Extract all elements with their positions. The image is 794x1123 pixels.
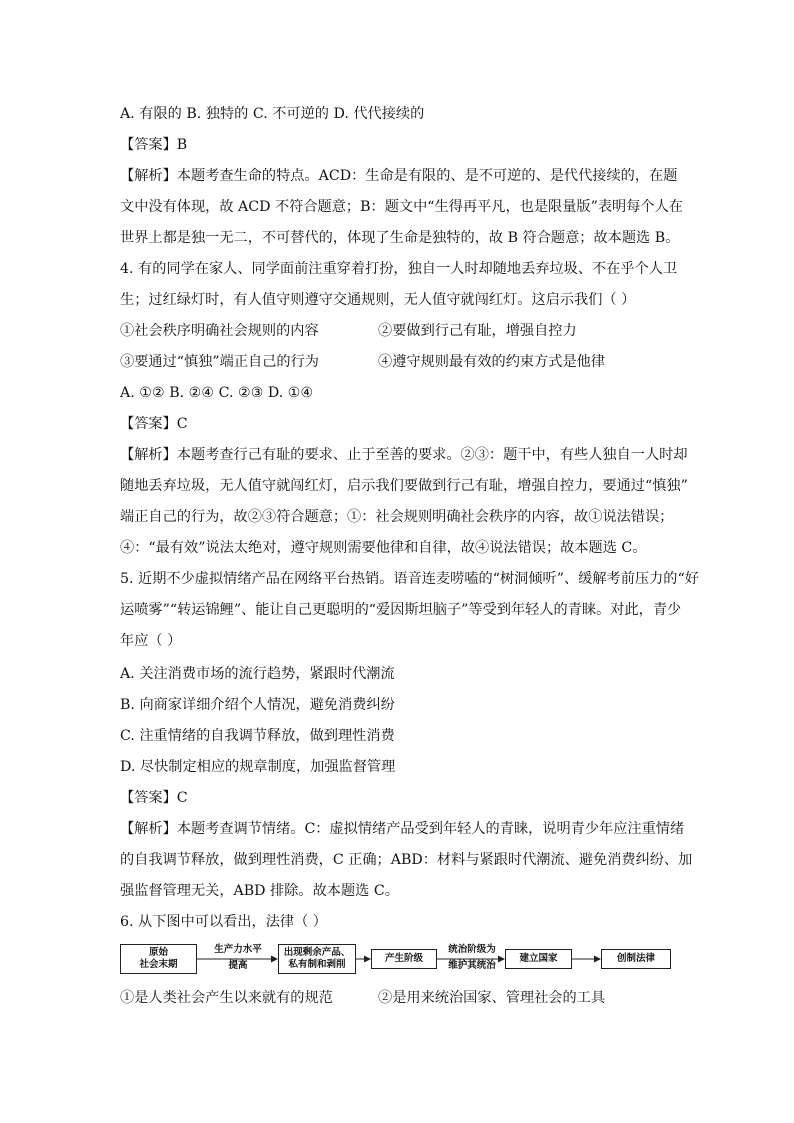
flow-box-primitive-society-line-1: 原始 [148, 947, 168, 958]
q3-options: A. 有限的 B. 独特的 C. 不可逆的 D. 代代接续的 [120, 106, 425, 122]
q3-answer: 【答案】B [120, 137, 188, 153]
q5-analysis-line-2: 的自我调节释放，做到理性消费，C 正确；ABD：材料与紧跟时代潮流、避免消费纠纷、加 [120, 852, 693, 868]
q5-option-a: A. 关注消费市场的流行趋势，紧跟时代潮流 [120, 666, 395, 682]
flow-box-surplus-line-1: 出现剩余产品、 [283, 947, 351, 958]
q4-item-3: ③要通过“慎独”端正自己的行为 [120, 354, 319, 370]
q4-answer: 【答案】C [120, 416, 188, 432]
q4-analysis-line-2: 随地丢弃垃圾，无人值守就闯红灯，启示我们要做到行己有耻，增强自控力，要通过“慎独” [120, 478, 688, 494]
q6-stem: 6. 从下图中可以看出，法律（ ） [120, 914, 327, 930]
q3-analysis-line-3: 世界上都是独一无二，不可替代的，体现了生命是独特的，故 B 符合题意；故本题选 B。 [120, 230, 680, 246]
law-origin-flowchart [120, 944, 672, 980]
flow-box-surplus-line-2: 私有制和剥削 [288, 959, 346, 970]
q5-stem-line-1: 5. 近期不少虚拟情绪产品在网络平台热销。语音连麦唠嗑的“树洞倾听”、缓解考前压力的“好 [120, 571, 699, 587]
q5-option-c: C. 注重情绪的自我调节释放，做到理性消费 [120, 728, 395, 744]
q6-item-2: ②是用来统治国家、管理社会的工具 [378, 990, 606, 1006]
q5-stem-line-2: 运喷雾”“转运锦鲤”、能让自己更聪明的“爱因斯坦脑子”等受到年轻人的青睐。对此，青少 [120, 602, 682, 618]
flow-label-productivity-top: 生产力水平 [214, 944, 262, 955]
q4-stem-line-2: 生；过红绿灯时，有人值守则遵守交通规则，无人值守就闯红灯。这启示我们（ ） [120, 292, 636, 308]
flow-box-classes-emerge [371, 949, 437, 969]
q3-analysis-line-2: 文中没有体现，故 ACD 不符合题意；B：题文中“生得再平凡，也是限量版”表明每个人在 [120, 199, 683, 215]
flow-box-primitive-society-line-2: 社会末期 [139, 959, 178, 970]
flow-box-primitive-society [120, 944, 197, 974]
q4-options: A. ①② B. ②④ C. ②③ D. ①④ [120, 385, 314, 401]
flow-box-classes-emerge-text: 产生阶级 [384, 953, 423, 964]
flow-box-create-law-text: 创制法律 [616, 953, 655, 964]
q4-item-4: ④遵守规则最有效的约束方式是他律 [378, 354, 606, 370]
flow-box-establish-state [505, 949, 572, 969]
flow-label-ruling-class-bottom: 维护其统治 [448, 960, 496, 971]
q5-analysis-line-3: 强监督管理无关，ABD 排除。故本题选 C。 [120, 883, 399, 899]
flow-label-productivity [200, 944, 276, 972]
q5-stem-line-3: 年应（ ） [120, 633, 182, 649]
q5-option-b: B. 向商家详细介绍个人情况，避免消费纠纷 [120, 697, 395, 713]
flow-label-ruling-class [440, 944, 504, 972]
q4-analysis-line-1: 【解析】本题考查行己有耻的要求、止于至善的要求。②③：题干中，有些人独自一人时却 [120, 447, 688, 463]
q4-stem-line-1: 4. 有的同学在家人、同学面前注重穿着打扮，独自一人时却随地丢弃垃圾、不在乎个人卫 [120, 261, 678, 277]
q4-item-1: ①社会秩序明确社会规则的内容 [120, 323, 319, 339]
q4-analysis-line-3: 端正自己的行为，故②③符合题意；①：社会规则明确社会秩序的内容，故①说法错误； [120, 509, 674, 525]
flow-label-ruling-class-top: 统治阶级为 [448, 944, 496, 955]
q5-option-d: D. 尽快制定相应的规章制度，加强监督管理 [120, 759, 396, 775]
q4-analysis-line-4: ④：“最有效”说法太绝对，遵守规则需要他律和自律，故④说法错误；故本题选 C。 [120, 540, 647, 556]
flow-box-surplus-private-ownership [278, 944, 356, 974]
q6-item-1: ①是人类社会产生以来就有的规范 [120, 990, 333, 1006]
q4-item-2: ②要做到行己有耻，增强自控力 [378, 323, 577, 339]
flow-label-productivity-bottom: 提高 [228, 960, 248, 971]
flow-box-create-law [601, 949, 671, 969]
flow-box-establish-state-text: 建立国家 [519, 953, 558, 964]
q3-analysis-line-1: 【解析】本题考查生命的特点。ACD：生命是有限的、是不可逆的、是代代接续的，在题 [120, 168, 678, 184]
q5-answer: 【答案】C [120, 790, 188, 806]
q5-analysis-line-1: 【解析】本题考查调节情绪。C：虚拟情绪产品受到年轻人的青睐，说明青少年应注重情绪 [120, 821, 685, 837]
